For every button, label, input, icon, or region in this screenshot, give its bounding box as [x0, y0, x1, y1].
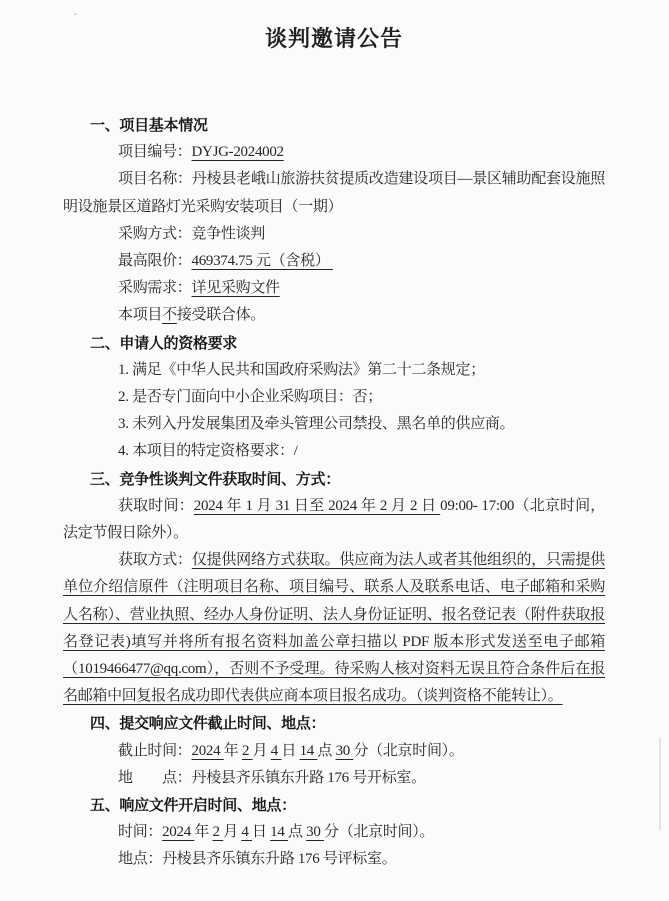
paragraph — [63, 547, 605, 710]
paragraph — [63, 302, 605, 329]
text-run: 采购方式：竞争性谈判 — [118, 225, 266, 242]
underlined-text: 14 — [270, 824, 289, 841]
paragraph — [63, 139, 605, 166]
text-run: 五、响应文件开启时间、地点： — [90, 797, 296, 815]
section-heading — [63, 112, 605, 139]
underlined-text: 详见采购文件 — [191, 280, 280, 297]
underlined-text: 14 — [299, 742, 318, 759]
section-heading — [63, 710, 605, 737]
text-run: 年 — [194, 824, 213, 841]
paragraph — [63, 819, 605, 846]
text-run: 地 点：丹棱县齐乐镇东升路 176 号开标室。 — [118, 769, 426, 786]
text-run: 采购需求： — [118, 280, 192, 297]
underlined-text: 2 — [241, 742, 253, 759]
paragraph — [63, 357, 605, 384]
text-run: 日 — [252, 824, 271, 841]
text-run: 本项目 — [118, 307, 163, 324]
paragraph — [63, 275, 605, 302]
text-run: 项目编号： — [118, 144, 192, 161]
text-run: 日 — [281, 742, 300, 759]
text-run: 最高限价： — [118, 253, 192, 270]
paragraph — [63, 738, 605, 765]
underlined-text: 2024 — [191, 742, 224, 759]
text-run: 3. 未列入丹发展集团及牵头管理公司禁投、黑名单的供应商。 — [118, 416, 515, 433]
text-run: 四、提交响应文件截止时间、地点： — [90, 715, 326, 733]
page-title: 谈判邀请公告 — [264, 26, 403, 51]
underlined-text: 30 — [335, 742, 354, 759]
paragraph — [63, 166, 605, 220]
paragraph — [63, 221, 605, 248]
text-run: 1. 满足《中华人民共和国政府采购法》第二十二条规定； — [118, 361, 485, 378]
text-run: 点 — [288, 824, 307, 841]
text-run: 截止时间： — [118, 742, 192, 759]
underlined-text: 2024 — [162, 824, 195, 841]
section-heading — [63, 792, 605, 819]
text-run: 分（北京时间）。 — [353, 742, 464, 759]
paragraph — [63, 438, 605, 465]
text-run: 月 — [252, 742, 271, 759]
paragraph — [63, 384, 605, 411]
section-heading — [63, 466, 605, 493]
text-run: 月 — [223, 824, 242, 841]
underlined-text: 不 — [162, 307, 177, 324]
underlined-text: 30 — [306, 824, 325, 841]
text-run: 地点：丹棱县齐乐镇东升路 176 号评标室。 — [118, 851, 397, 868]
text-run: 09:00- 17:00（北京时间，法定节假日除外）。 — [63, 497, 605, 542]
paragraph — [63, 493, 605, 547]
text-run: 点 — [317, 742, 336, 759]
underlined-text: DYJG-2024002 — [191, 144, 284, 161]
text-run: 时间： — [118, 824, 163, 841]
document-body — [63, 112, 605, 874]
paragraph — [63, 248, 605, 275]
text-run: 获取时间： — [118, 497, 194, 514]
scan-artifact-speck — [74, 13, 77, 15]
scan-artifact-streak — [659, 738, 661, 830]
underlined-text: 仅提供网络方式获取。供应商为法人或者其他组织的，只需提供单位介绍信原件（注明项目名称、项目编号、联系人及联系电话、电子邮箱和采购人名称）、营业执照、经办人身份证明、法人身份证证明、报名登记表（附件获取报名登记表)填写并将所有报名资料加盖公章扫描以 PDF 版本形式发送至电子邮箱（1019466477@qq.com），否则不予受理。待采购人核对资料无误且符合条件后在报名邮箱中回复报名成功即代表供应商本项目报名成功。（谈判资格不能转让）。 — [63, 552, 605, 705]
underlined-text: 2024 年 1 月 31 日至 2024 年 2 月 2 日 — [193, 497, 441, 514]
underlined-text: 4 — [270, 742, 282, 759]
text-run: 分（北京时间）。 — [324, 824, 435, 841]
text-run: 项目名称：丹棱县老峨山旅游扶贫提质改造建设项目—景区辅助配套设施照明设施景区道路灯光采购安装项目（一期） — [63, 171, 605, 215]
paragraph — [63, 846, 605, 873]
text-run: 4. 本项目的特定资格要求：/ — [118, 443, 298, 460]
underlined-text: 469374.75 元（含税） — [191, 253, 333, 270]
text-run: 三、竞争性谈判文件获取时间、方式： — [90, 470, 340, 488]
text-run: 年 — [223, 742, 242, 759]
text-run: 2. 是否专门面向中小企业采购项目：否； — [118, 389, 383, 406]
text-run: 获取方式： — [118, 552, 192, 569]
text-run: 二、申请人的资格要求 — [90, 334, 238, 352]
paragraph — [63, 411, 605, 438]
section-heading — [63, 330, 605, 357]
text-run: 接受联合体。 — [176, 307, 266, 324]
underlined-text: 2 — [212, 824, 224, 841]
underlined-text: 4 — [241, 824, 252, 841]
text-run: 一、项目基本情况 — [90, 117, 208, 134]
paragraph — [63, 765, 605, 792]
